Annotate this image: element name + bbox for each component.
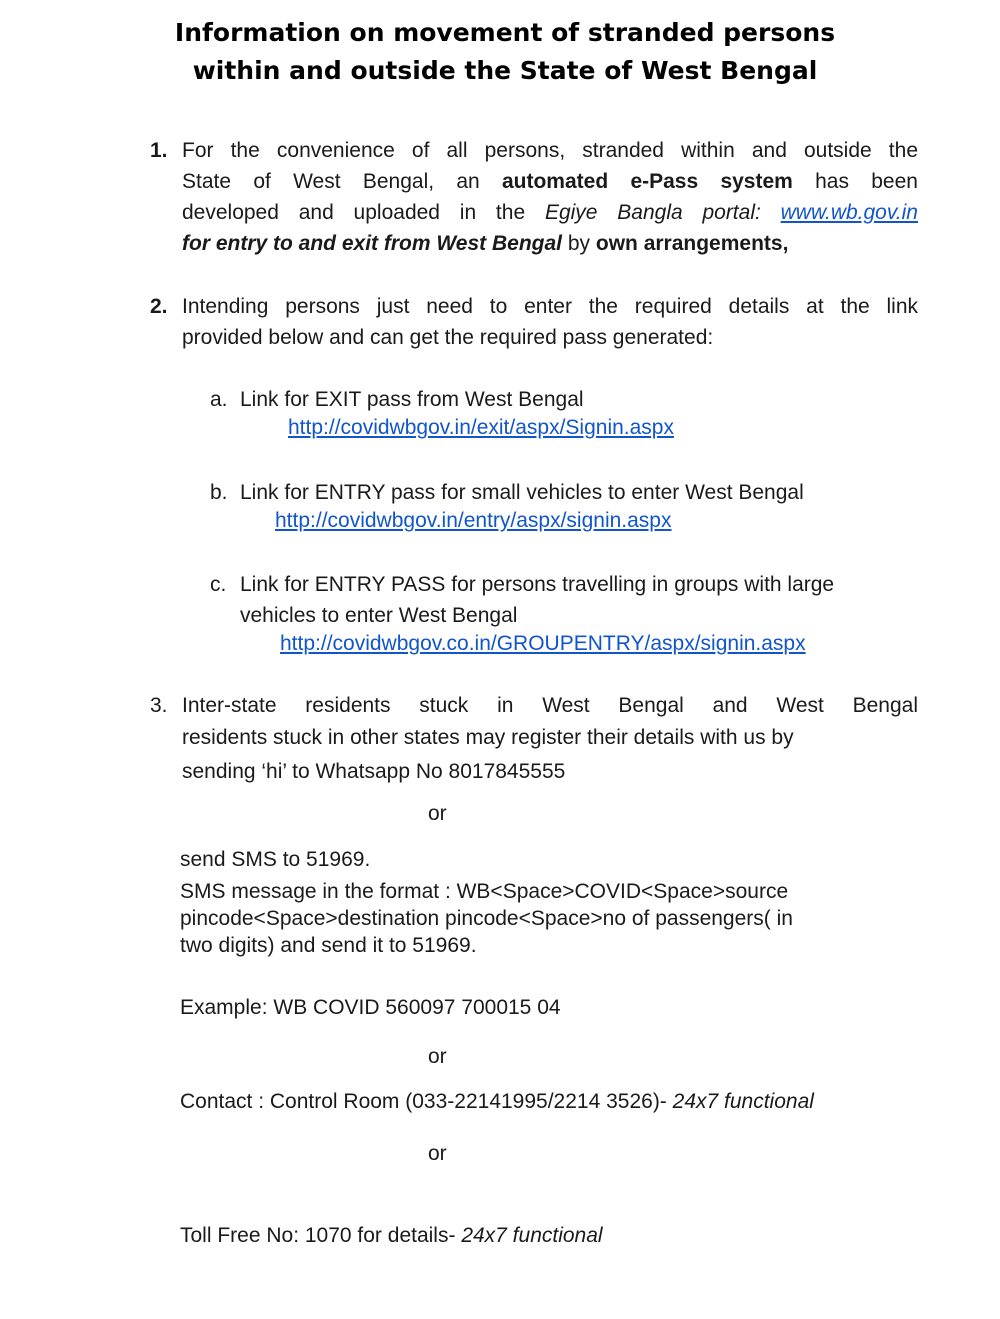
link-item-text: Link for ENTRY pass for small vehicles to enter West Bengal — [240, 481, 804, 504]
or-separator: or — [428, 802, 447, 825]
link-item-text: Link for EXIT pass from West Bengal — [240, 388, 584, 411]
item-1-line-4 — [182, 228, 918, 259]
entry-pass-link[interactable]: http://covidwbgov.in/entry/aspx/signin.aspx — [275, 509, 672, 532]
entry-exit-text: for entry to and exit from West Bengal — [182, 232, 562, 255]
group-entry-link[interactable]: http://covidwbgov.co.in/GROUPENTRY/aspx/signin.aspx — [280, 632, 806, 655]
sms-line-3: pincode<Space>destination pincode<Space>no of passengers( in — [180, 907, 793, 930]
toll-free-contact — [180, 1222, 603, 1249]
link-item-entry — [210, 477, 930, 532]
item-3-number: 3. — [150, 694, 168, 717]
link-item-text: Link for ENTRY PASS for persons travelling in groups with large — [240, 573, 835, 596]
link-item-exit — [210, 384, 930, 439]
portal-name: Egiye Bangla portal: — [544, 201, 761, 224]
link-item-label: a. — [210, 388, 228, 411]
own-arrangements-text: own arrangements, — [595, 232, 789, 255]
item-1 — [150, 135, 918, 259]
page-title — [0, 14, 1000, 90]
sms-instructions — [180, 846, 793, 959]
item-1-text: has been — [815, 170, 918, 193]
contact-note: 24x7 functional — [672, 1090, 814, 1113]
link-item-label: b. — [210, 481, 228, 504]
item-1-line-2 — [182, 166, 918, 197]
item-1-text: State of West Bengal, an — [182, 170, 480, 193]
item-1-line-1: For the convenience of all persons, stranded within and outside the — [182, 139, 918, 162]
item-3-line-3: sending ‘hi’ to Whatsapp No 8017845555 — [182, 760, 566, 783]
item-3-line-2: residents stuck in other states may register their details with us by — [182, 726, 794, 749]
portal-link[interactable]: www.wb.gov.in — [780, 201, 918, 224]
sms-example: Example: WB COVID 560097 700015 04 — [180, 996, 561, 1019]
item-3 — [150, 690, 918, 788]
item-2-line-1: Intending persons just need to enter the required details at the link — [182, 295, 918, 318]
item-2-line-2: provided below and can get the required pass generated: — [182, 326, 714, 349]
item-3-line-1: Inter-state residents stuck in West Bengal and West Bengal — [182, 694, 918, 717]
or-separator: or — [428, 1142, 447, 1165]
exit-pass-link[interactable]: http://covidwbgov.in/exit/aspx/Signin.aspx — [288, 416, 674, 439]
epass-system-text: automated e-Pass system — [501, 170, 793, 193]
title-line-2: within and outside the State of West Bengal — [192, 56, 818, 85]
item-1-text: developed and uploaded in the — [182, 201, 526, 224]
or-separator: or — [428, 1045, 447, 1068]
item-1-number: 1. — [150, 139, 168, 162]
control-room-contact — [180, 1088, 814, 1115]
toll-note: 24x7 functional — [461, 1224, 603, 1247]
sms-line-4: two digits) and send it to 51969. — [180, 934, 477, 957]
contact-text: Contact : Control Room (033-22141995/2214 3526)- — [180, 1090, 667, 1113]
sms-line-1: send SMS to 51969. — [180, 848, 371, 871]
link-item-label: c. — [210, 573, 227, 596]
link-item-text: vehicles to enter West Bengal — [240, 604, 518, 627]
item-2-number: 2. — [150, 295, 168, 318]
toll-text: Toll Free No: 1070 for details- — [180, 1224, 456, 1247]
sms-line-2: SMS message in the format : WB<Space>COVID<Space>source — [180, 880, 789, 903]
item-1-text: by — [567, 232, 591, 255]
title-line-1: Information on movement of stranded persons — [174, 18, 836, 47]
item-1-line-3 — [182, 197, 918, 228]
link-item-group-entry — [210, 569, 930, 655]
item-2 — [150, 291, 918, 353]
